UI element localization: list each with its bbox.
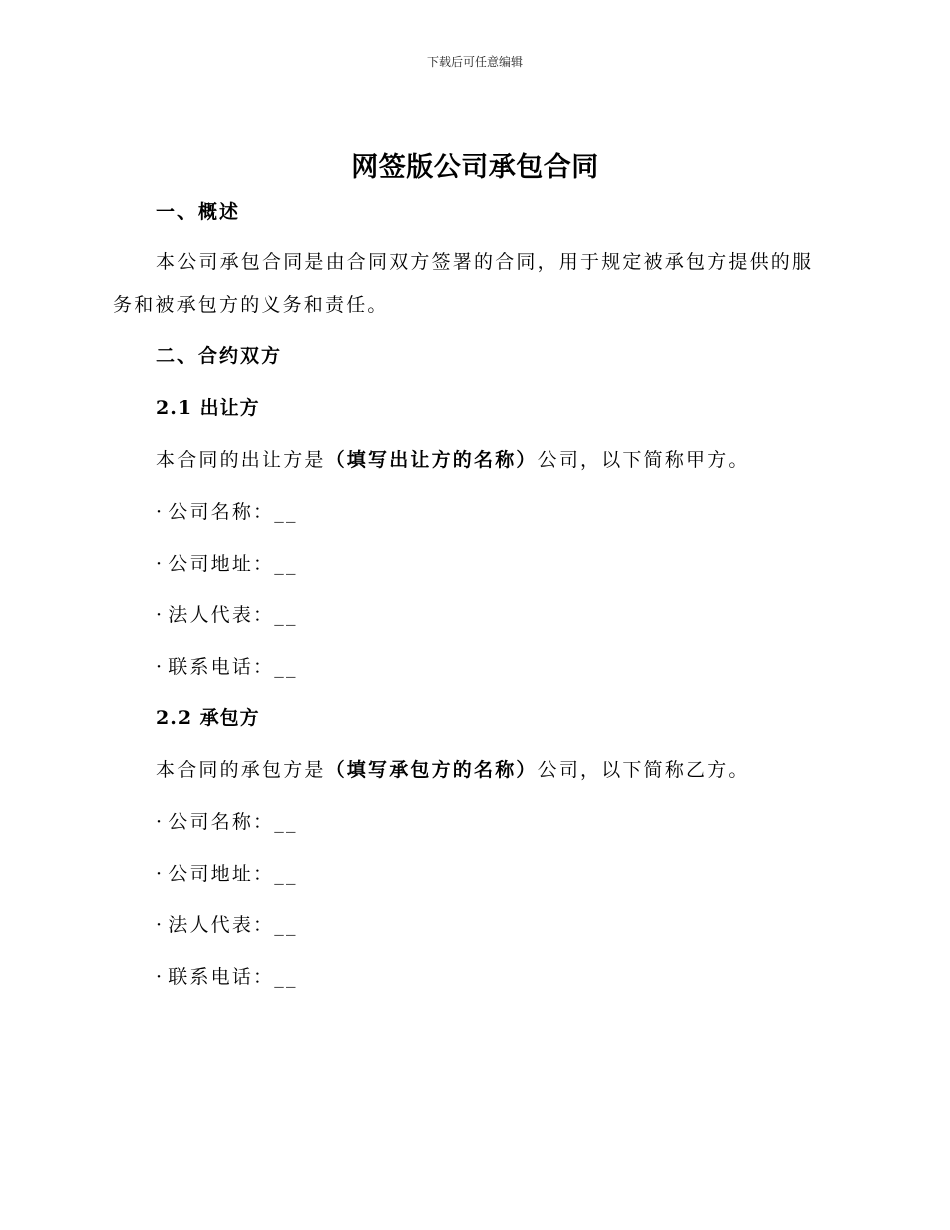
party-b-field-company-address bbox=[156, 860, 298, 888]
party-a-field-phone bbox=[156, 653, 298, 681]
party-b-field-phone bbox=[156, 963, 298, 991]
field-label: 公司名称： bbox=[168, 811, 275, 833]
party-b-intro bbox=[156, 756, 750, 784]
party-a-field-company-address bbox=[156, 550, 298, 578]
bullet-dot: · bbox=[156, 966, 165, 988]
field-label: 公司地址： bbox=[168, 863, 275, 885]
party-b-heading: 2.2 承包方 bbox=[156, 707, 260, 729]
bullet-dot: · bbox=[156, 656, 165, 678]
field-label: 公司地址： bbox=[168, 553, 275, 575]
bullet-dot: · bbox=[156, 553, 165, 575]
party-a-intro-after: 公司，以下简称甲方。 bbox=[537, 449, 750, 471]
bullet-dot: · bbox=[156, 501, 165, 523]
field-label: 法人代表： bbox=[168, 914, 275, 936]
bullet-dot: · bbox=[156, 811, 165, 833]
field-blank: __ bbox=[274, 811, 298, 833]
party-b-name-placeholder: （填写承包方的名称） bbox=[325, 759, 538, 781]
field-blank: __ bbox=[274, 863, 298, 885]
party-b-intro-before: 本合同的承包方是 bbox=[156, 759, 326, 781]
field-label: 联系电话： bbox=[168, 656, 275, 678]
section-1-body-line-2: 务和被承包方的义务和责任。 bbox=[113, 294, 389, 316]
field-blank: __ bbox=[274, 966, 298, 988]
section-1-heading: 一、概述 bbox=[156, 201, 241, 223]
page-header-note: 下载后可任意编辑 bbox=[426, 55, 523, 69]
field-blank: __ bbox=[274, 604, 298, 626]
section-2-heading: 二、合约双方 bbox=[156, 345, 283, 367]
field-blank: __ bbox=[274, 656, 298, 678]
field-blank: __ bbox=[274, 914, 298, 936]
field-blank: __ bbox=[274, 553, 298, 575]
field-label: 法人代表： bbox=[168, 604, 275, 626]
party-a-intro bbox=[156, 446, 750, 474]
party-a-heading: 2.1 出让方 bbox=[156, 397, 260, 419]
document-title: 网签版公司承包合同 bbox=[351, 152, 599, 183]
section-1-body-line-1: 本公司承包合同是由合同双方签署的合同，用于规定被承包方提供的服 bbox=[156, 251, 814, 273]
field-blank: __ bbox=[274, 501, 298, 523]
party-a-field-company-name bbox=[156, 498, 298, 526]
party-b-field-legal-rep bbox=[156, 911, 298, 939]
party-b-field-company-name bbox=[156, 808, 298, 836]
bullet-dot: · bbox=[156, 863, 165, 885]
bullet-dot: · bbox=[156, 914, 165, 936]
field-label: 联系电话： bbox=[168, 966, 275, 988]
bullet-dot: · bbox=[156, 604, 165, 626]
party-a-field-legal-rep bbox=[156, 601, 298, 629]
party-b-intro-after: 公司，以下简称乙方。 bbox=[537, 759, 750, 781]
party-a-intro-before: 本合同的出让方是 bbox=[156, 449, 326, 471]
party-a-name-placeholder: （填写出让方的名称） bbox=[325, 449, 538, 471]
field-label: 公司名称： bbox=[168, 501, 275, 523]
